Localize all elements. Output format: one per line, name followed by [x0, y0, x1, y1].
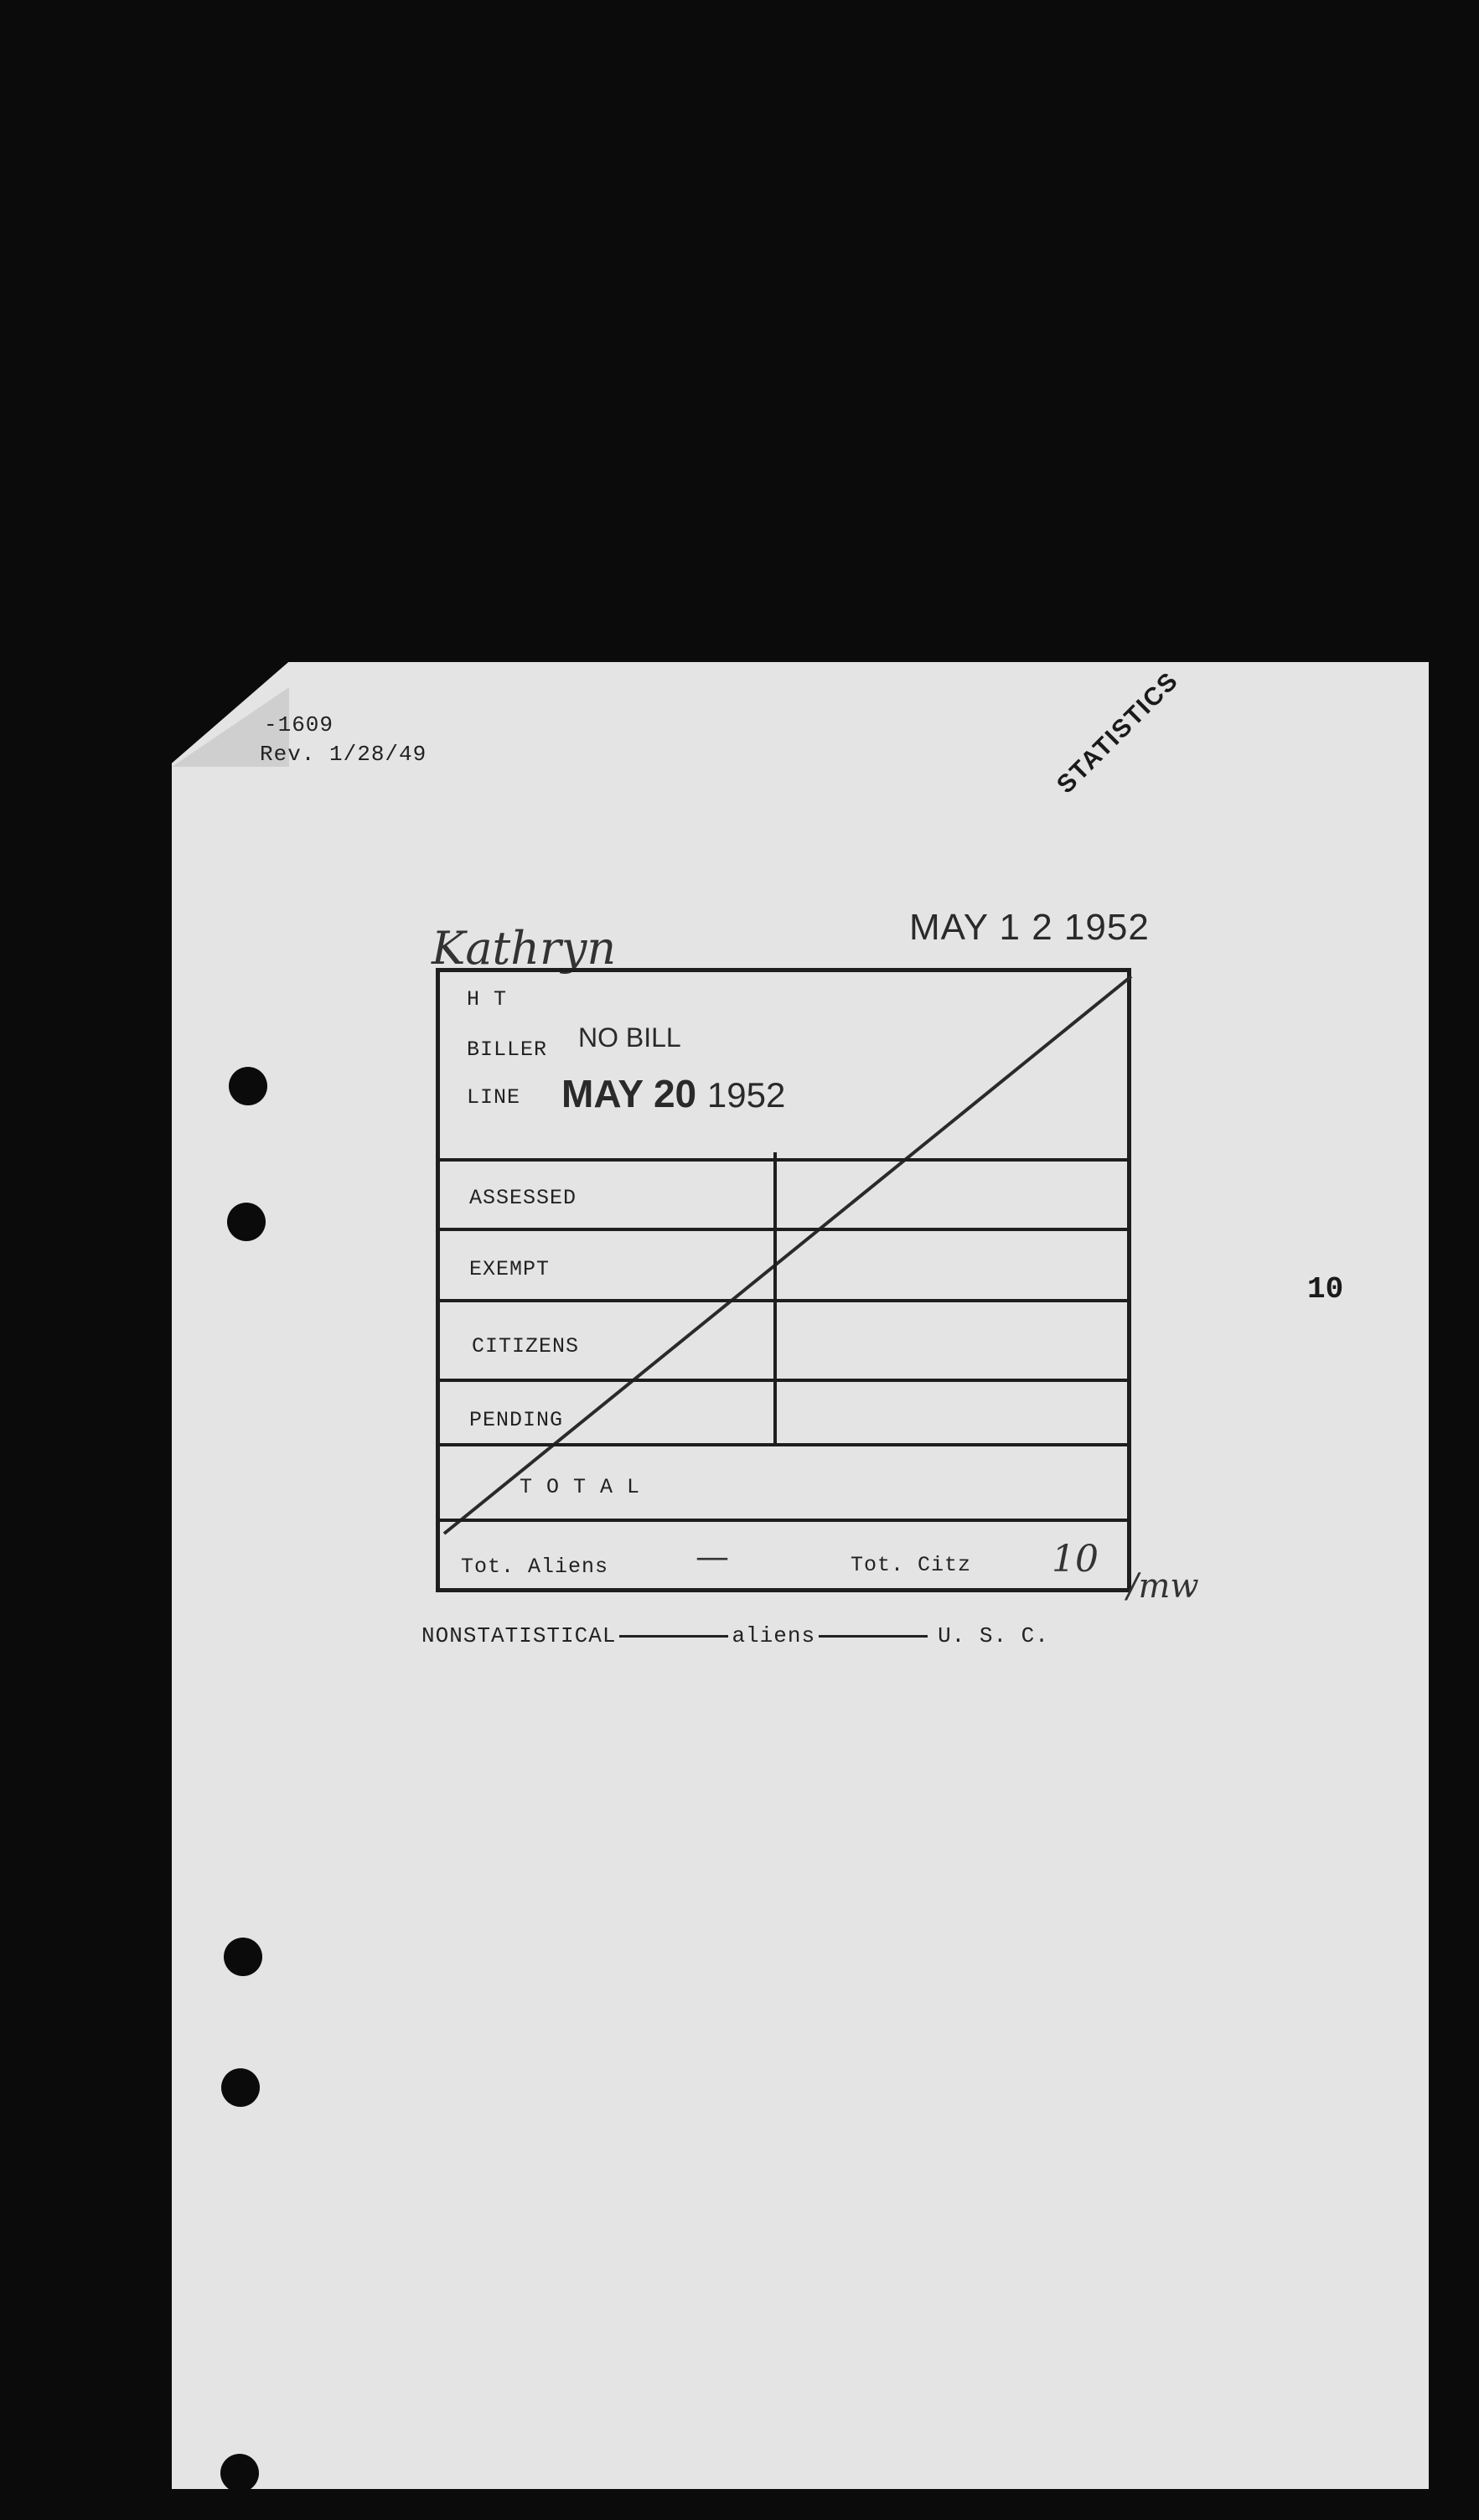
margin-number: 10 [1307, 1272, 1344, 1307]
nonstatistical-line [421, 1623, 1049, 1648]
punch-hole [224, 1938, 262, 1976]
row-divider [440, 1158, 1127, 1162]
tot-aliens-value: — [696, 1538, 729, 1576]
row-divider [440, 1228, 1127, 1231]
punch-hole [220, 2454, 259, 2492]
diagonal-strike-line [440, 972, 1135, 1596]
aliens-label: aliens [732, 1623, 816, 1648]
form-revision: Rev. 1/28/49 [260, 742, 427, 767]
line-label: LINE [467, 1085, 521, 1110]
row-divider [440, 1379, 1127, 1382]
line-date-year: 1952 [706, 1075, 786, 1115]
statistics-stamp: STATISTICS [1052, 666, 1185, 799]
punch-hole [229, 1067, 267, 1105]
punch-hole [227, 1203, 266, 1241]
form-number: -1609 [264, 712, 334, 737]
blank-line [619, 1635, 728, 1638]
no-bill-stamp: NO BILL [578, 1022, 681, 1053]
exempt-label: EXEMPT [469, 1257, 551, 1281]
row-divider [440, 1299, 1127, 1302]
date-stamp-top: MAY 1 2 1952 [909, 907, 1150, 948]
nonstatistical-label: NONSTATISTICAL [421, 1623, 617, 1648]
assessed-label: ASSESSED [469, 1186, 577, 1210]
line-date-month: MAY 20 [561, 1072, 697, 1115]
pending-label: PENDING [469, 1408, 564, 1432]
usc-label: U. S. C. [938, 1623, 1049, 1648]
total-label: T O T A L [520, 1475, 641, 1499]
biller-label: BILLER [467, 1037, 548, 1062]
blank-line [819, 1635, 928, 1638]
handwritten-name: Kathryn [432, 922, 617, 975]
punch-hole [221, 2068, 260, 2107]
tot-citizens-value: 10 [1052, 1538, 1099, 1581]
handwritten-initials: /mw [1127, 1567, 1199, 1606]
row-divider [440, 1519, 1127, 1522]
tot-citizens-label: Tot. Citz [851, 1553, 972, 1577]
ht-label: H T [467, 987, 508, 1012]
row-divider [440, 1443, 1127, 1446]
column-divider [773, 1152, 777, 1446]
tot-aliens-label: Tot. Aliens [461, 1555, 609, 1579]
line-date-stamp [561, 1071, 785, 1116]
statistics-box [436, 968, 1131, 1592]
citizens-label: CITIZENS [472, 1334, 580, 1358]
